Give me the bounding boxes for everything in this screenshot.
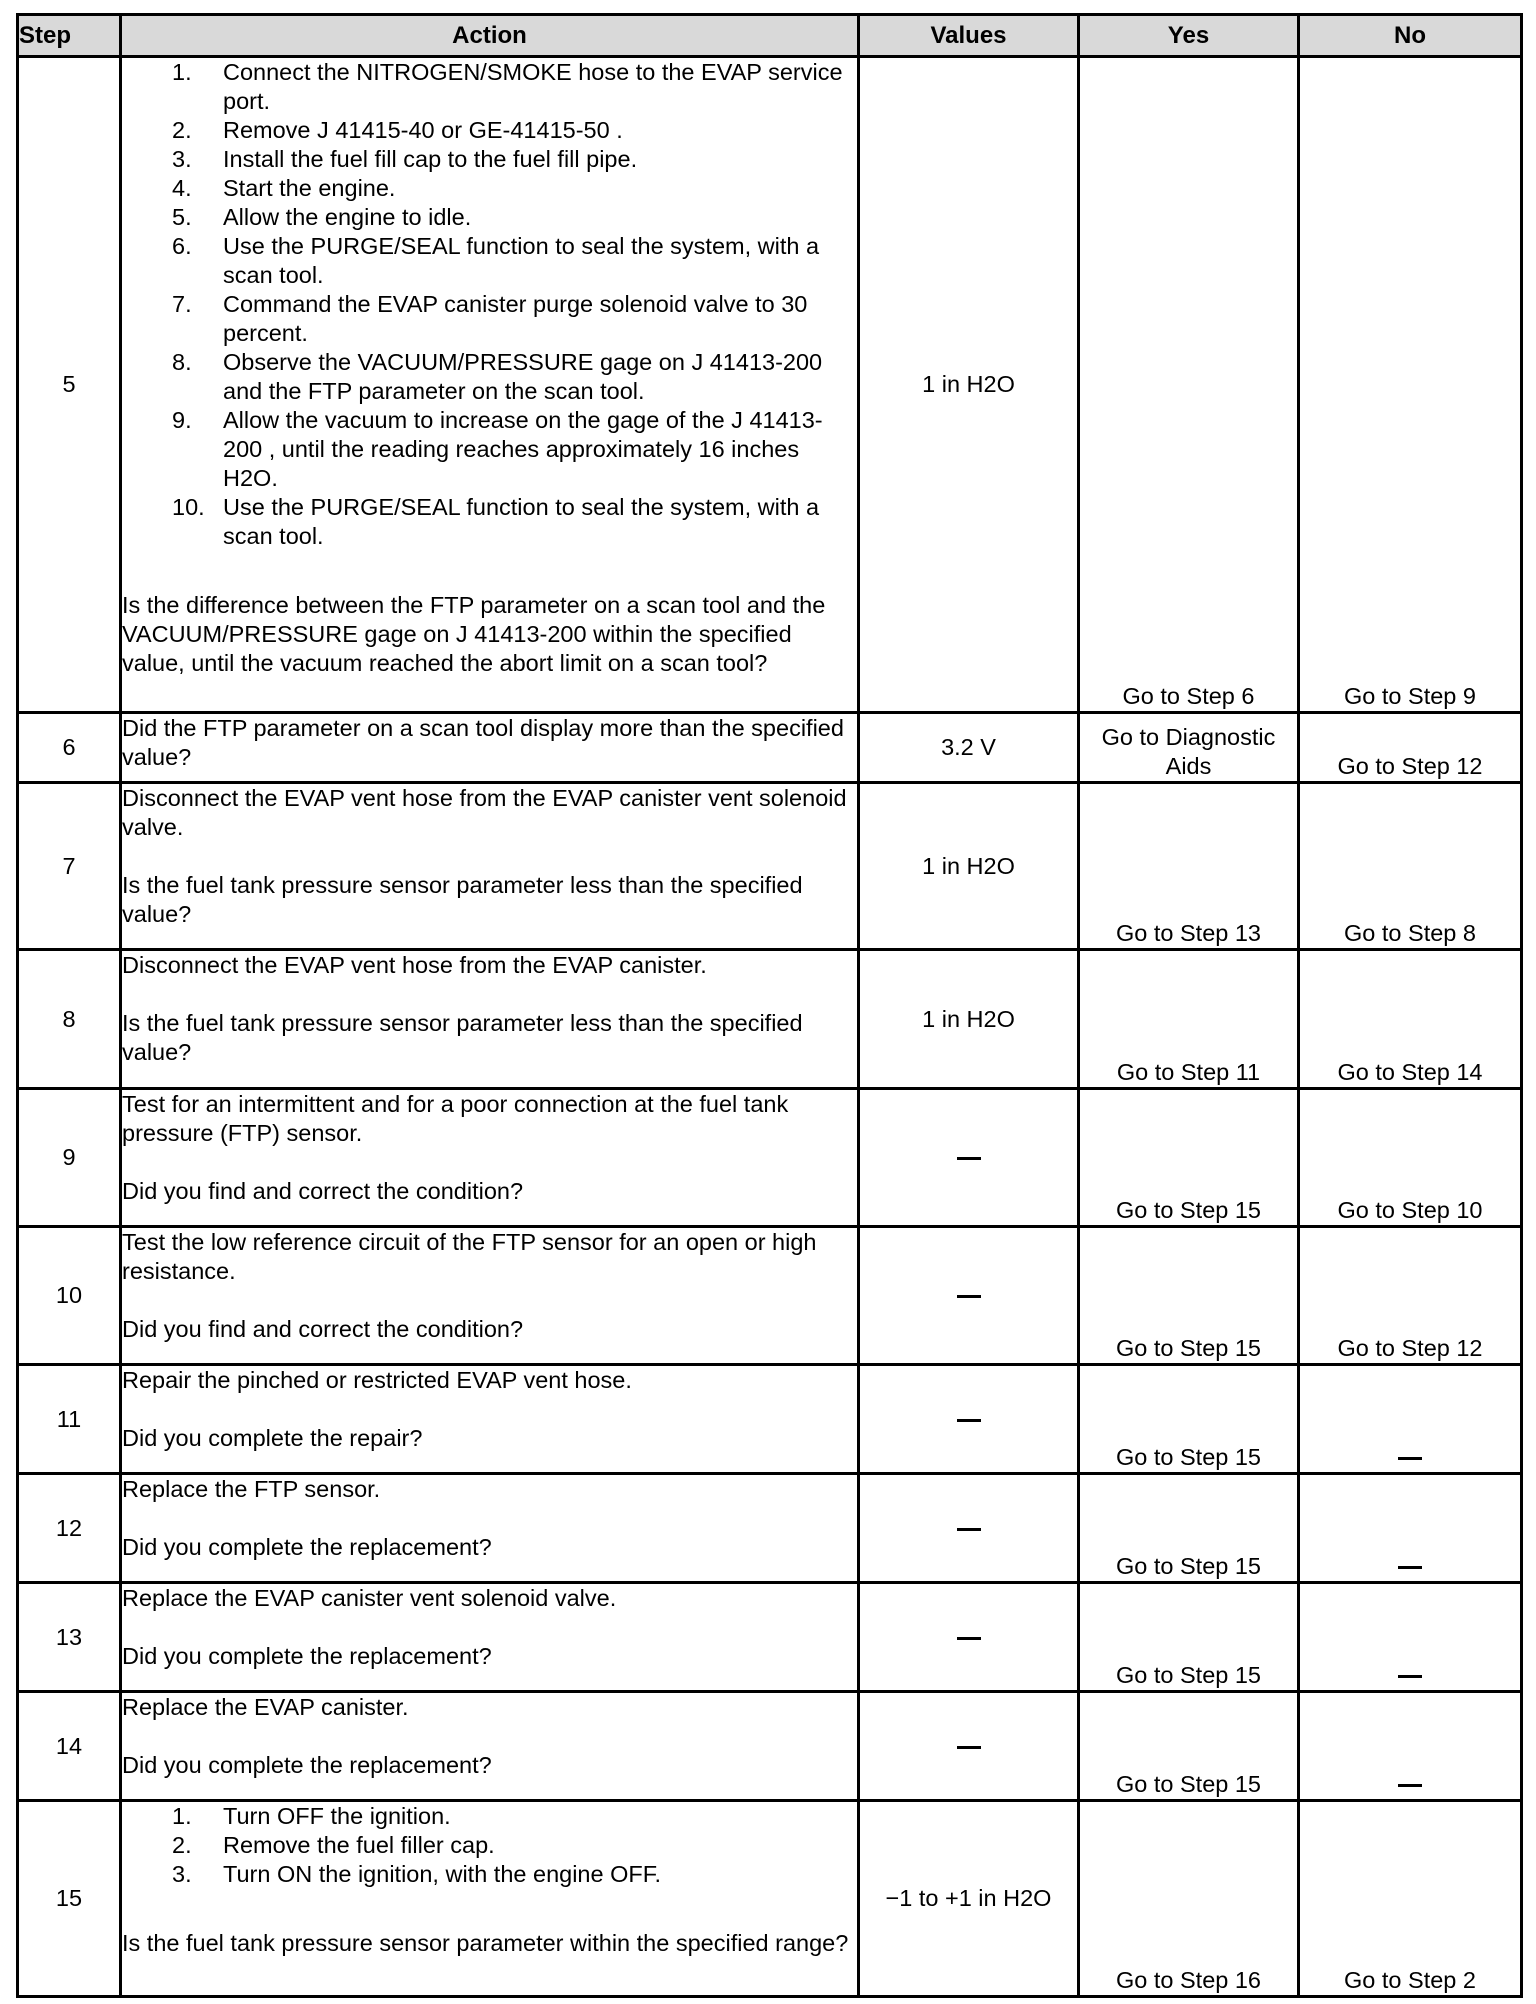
yes-cell: Go to Step 6 — [1079, 57, 1299, 713]
list-item: 6. Use the PURGE/SEAL function to seal the system, with a scan tool. — [172, 233, 820, 288]
value-cell: 3.2 V — [859, 713, 1079, 783]
action-cell — [121, 57, 859, 713]
list-item: 3. Turn ON the ignition, with the engine OFF. — [172, 1861, 662, 1887]
table-row-step-8 — [18, 950, 1522, 1089]
step-number: 12 — [18, 1474, 121, 1583]
action-text: Replace the EVAP canister. — [122, 1694, 409, 1720]
table-row-step-10 — [18, 1227, 1522, 1365]
header-row — [18, 15, 1522, 57]
diagnostic-table — [16, 13, 1523, 1998]
action-cell — [121, 1227, 859, 1365]
no-cell — [1299, 1474, 1522, 1583]
step-number: 13 — [18, 1583, 121, 1692]
value-cell: 1 in H2O — [859, 57, 1079, 713]
action-cell — [121, 1365, 859, 1474]
action-cell — [121, 1801, 859, 1997]
dash-icon — [957, 1746, 981, 1749]
table-row-step-6 — [18, 713, 1522, 783]
action-text: Replace the FTP sensor. — [122, 1476, 381, 1502]
action-text: Test for an intermittent and for a poor connection at the fuel tank pressure (FTP) sensor. — [122, 1091, 789, 1146]
no-cell — [1299, 1583, 1522, 1692]
value-cell: 1 in H2O — [859, 783, 1079, 950]
dash-icon — [1398, 1566, 1422, 1569]
dash-icon — [957, 1528, 981, 1531]
no-cell: Go to Step 8 — [1299, 783, 1522, 950]
value-cell — [859, 1227, 1079, 1365]
dash-icon — [957, 1419, 981, 1422]
list-item: 1. Connect the NITROGEN/SMOKE hose to the EVAP service port. — [172, 59, 843, 114]
table-row-step-11 — [18, 1365, 1522, 1474]
action-text: Disconnect the EVAP vent hose from the EVAP canister vent solenoid valve. — [122, 785, 847, 840]
question-text: Is the fuel tank pressure sensor parameter less than the specified value? — [122, 872, 803, 927]
list-item: 1. Turn OFF the ignition. — [172, 1803, 451, 1829]
action-text: Repair the pinched or restricted EVAP vent hose. — [122, 1367, 632, 1393]
header-no: No — [1299, 15, 1522, 57]
step-number: 8 — [18, 950, 121, 1089]
question-text: Did you complete the replacement? — [122, 1752, 492, 1778]
list-item: 5. Allow the engine to idle. — [172, 204, 472, 230]
dash-icon — [957, 1157, 981, 1160]
yes-cell: Go to Step 15 — [1079, 1474, 1299, 1583]
step-number: 11 — [18, 1365, 121, 1474]
header-values: Values — [859, 15, 1079, 57]
list-item: 2. Remove J 41415-40 or GE-41415-50 . — [172, 117, 623, 143]
question-text: Is the fuel tank pressure sensor parameter within the specified range? — [122, 1930, 849, 1956]
yes-cell: Go to Step 13 — [1079, 783, 1299, 950]
value-cell — [859, 1089, 1079, 1227]
question-text: Did you complete the repair? — [122, 1425, 423, 1451]
value-cell — [859, 1692, 1079, 1801]
yes-cell: Go to Step 11 — [1079, 950, 1299, 1089]
action-cell — [121, 783, 859, 950]
action-cell — [121, 1474, 859, 1583]
instruction-list — [122, 1802, 857, 1889]
table-row-step-12 — [18, 1474, 1522, 1583]
question-text: Is the difference between the FTP parameter on a scan tool and the VACUUM/PRESSURE gage on J 41413-200 within the specified value, until the vacuum reached the abort limit on a scan tool? — [122, 592, 826, 676]
question-text: Did you find and correct the condition? — [122, 1316, 524, 1342]
action-text: Replace the EVAP canister vent solenoid valve. — [122, 1585, 617, 1611]
value-cell — [859, 1365, 1079, 1474]
header-step: Step — [18, 15, 121, 57]
instruction-list — [122, 58, 857, 551]
list-item: 8. Observe the VACUUM/PRESSURE gage on J 41413-200 and the FTP parameter on the scan tool. — [172, 349, 823, 404]
list-item: 9. Allow the vacuum to increase on the gage of the J 41413-200 , until the reading reaches approximately 16 inches H2O. — [172, 407, 823, 491]
value-cell: 1 in H2O — [859, 950, 1079, 1089]
no-cell: Go to Step 10 — [1299, 1089, 1522, 1227]
yes-cell: Go to Diagnostic Aids — [1079, 713, 1299, 783]
list-item: 3. Install the fuel fill cap to the fuel fill pipe. — [172, 146, 638, 172]
dash-icon — [1398, 1675, 1422, 1678]
yes-cell: Go to Step 16 — [1079, 1801, 1299, 1997]
no-cell: Go to Step 2 — [1299, 1801, 1522, 1997]
no-cell: Go to Step 12 — [1299, 713, 1522, 783]
no-cell: Go to Step 9 — [1299, 57, 1522, 713]
yes-cell: Go to Step 15 — [1079, 1583, 1299, 1692]
table-row-step-7 — [18, 783, 1522, 950]
action-cell — [121, 950, 859, 1089]
question-text: Is the fuel tank pressure sensor parameter less than the specified value? — [122, 1010, 803, 1065]
yes-cell: Go to Step 15 — [1079, 1692, 1299, 1801]
action-text: Disconnect the EVAP vent hose from the EVAP canister. — [122, 952, 707, 978]
value-cell — [859, 1474, 1079, 1583]
step-number: 14 — [18, 1692, 121, 1801]
question-text: Did you complete the replacement? — [122, 1643, 492, 1669]
step-number: 7 — [18, 783, 121, 950]
list-item: 10. Use the PURGE/SEAL function to seal the system, with a scan tool. — [172, 494, 820, 549]
yes-cell: Go to Step 15 — [1079, 1365, 1299, 1474]
table-row-step-13 — [18, 1583, 1522, 1692]
table-row-step-9 — [18, 1089, 1522, 1227]
yes-cell: Go to Step 15 — [1079, 1089, 1299, 1227]
no-cell — [1299, 1692, 1522, 1801]
list-item: 4. Start the engine. — [172, 175, 396, 201]
dash-icon — [957, 1295, 981, 1298]
action-cell — [121, 1583, 859, 1692]
dash-icon — [1398, 1457, 1422, 1460]
header-yes: Yes — [1079, 15, 1299, 57]
list-item: 7. Command the EVAP canister purge solenoid valve to 30 percent. — [172, 291, 808, 346]
yes-cell: Go to Step 15 — [1079, 1227, 1299, 1365]
step-number: 9 — [18, 1089, 121, 1227]
dash-icon — [1398, 1784, 1422, 1787]
no-cell: Go to Step 14 — [1299, 950, 1522, 1089]
table-row-step-14 — [18, 1692, 1522, 1801]
question-text: Did you find and correct the condition? — [122, 1178, 524, 1204]
table-row-step-15 — [18, 1801, 1522, 1997]
action-text: Test the low reference circuit of the FTP sensor for an open or high resistance. — [122, 1229, 817, 1284]
value-cell: −1 to +1 in H2O — [859, 1801, 1079, 1997]
action-cell — [121, 1089, 859, 1227]
no-cell: Go to Step 12 — [1299, 1227, 1522, 1365]
step-number: 15 — [18, 1801, 121, 1997]
action-text: Did the FTP parameter on a scan tool display more than the specified value? — [121, 713, 859, 783]
step-number: 5 — [18, 57, 121, 713]
action-cell — [121, 1692, 859, 1801]
step-number: 10 — [18, 1227, 121, 1365]
value-cell — [859, 1583, 1079, 1692]
header-action: Action — [121, 15, 859, 57]
no-cell — [1299, 1365, 1522, 1474]
table-row-step-5 — [18, 57, 1522, 713]
question-text: Did you complete the replacement? — [122, 1534, 492, 1560]
list-item: 2. Remove the fuel filler cap. — [172, 1832, 495, 1858]
step-number: 6 — [18, 713, 121, 783]
dash-icon — [957, 1637, 981, 1640]
